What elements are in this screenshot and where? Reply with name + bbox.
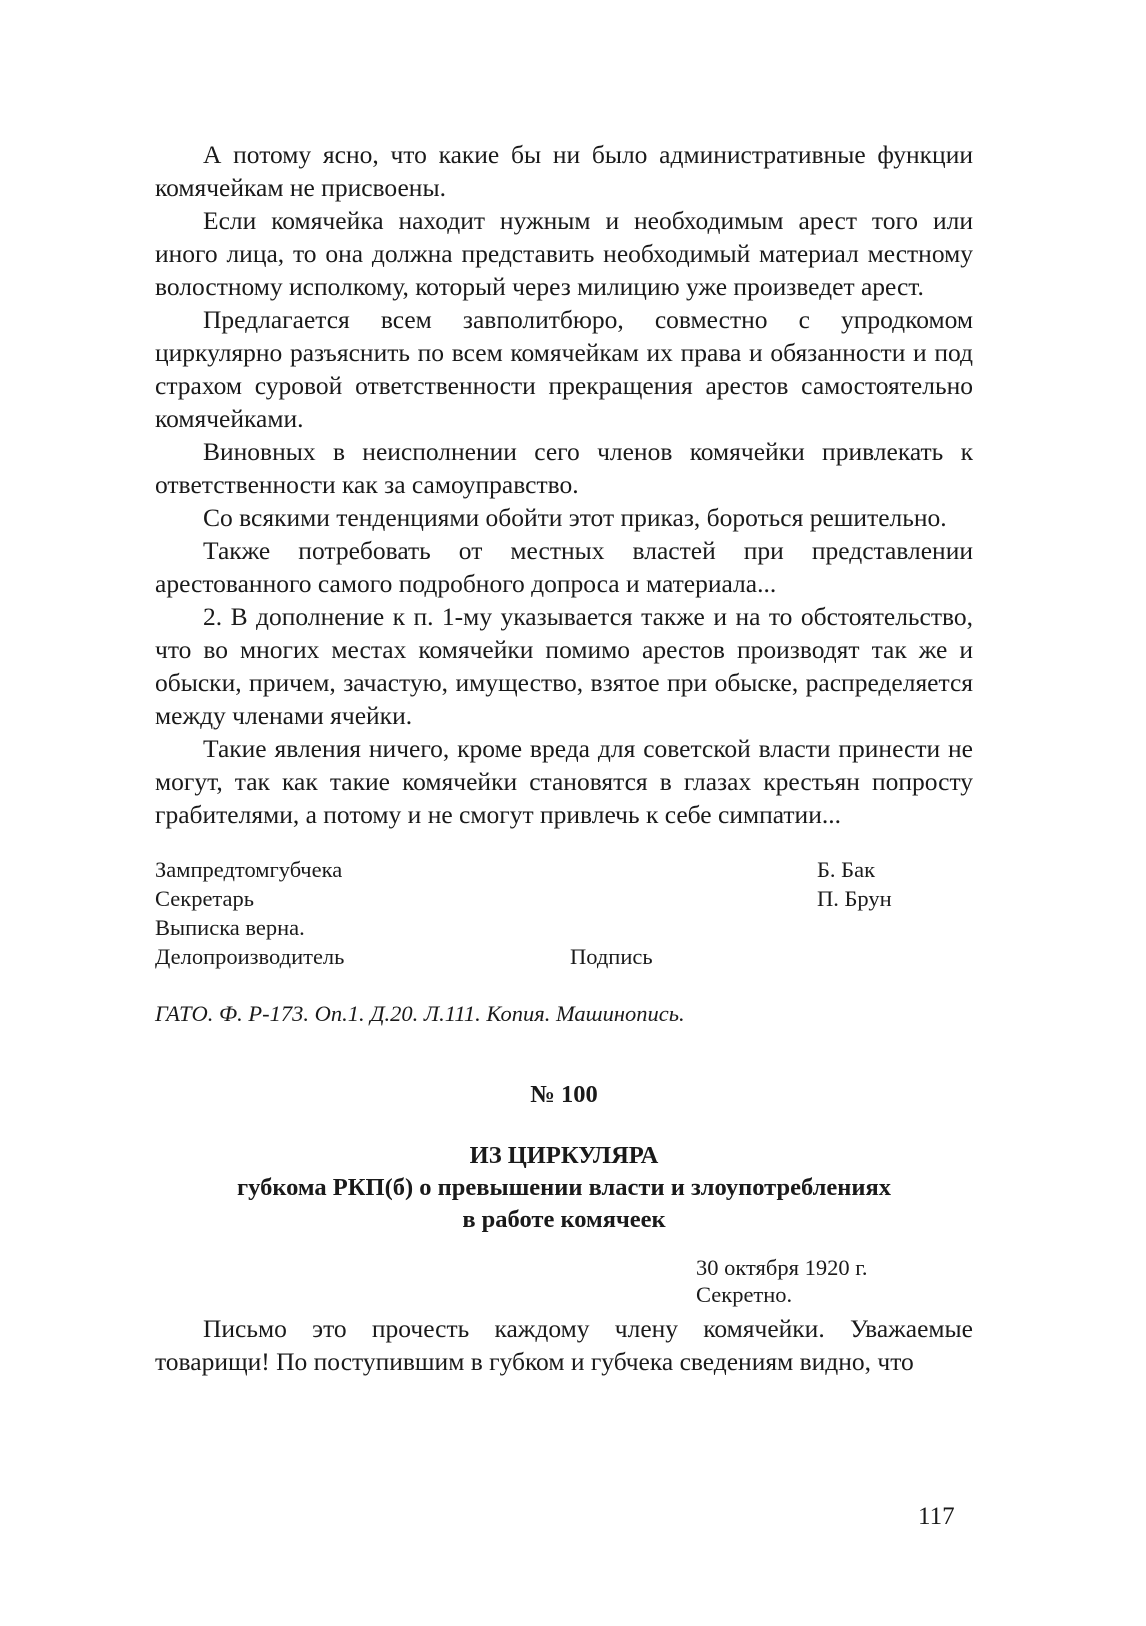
paragraph: Также потребовать от местных властей при представлении арестованного самого подробного допроса и материала... <box>155 536 973 598</box>
document-subtitle: губкома РКП(б) о превышении власти и злоупотреблениях <box>237 1174 891 1201</box>
signature-block <box>155 855 973 971</box>
signature-row <box>155 884 973 913</box>
signature-row <box>155 942 973 971</box>
signer-role: Делопроизводитель <box>155 944 345 969</box>
signature-label: Подпись <box>570 944 653 969</box>
page-number: 117 <box>918 1503 955 1530</box>
signer-name: Б. Бак <box>817 857 876 882</box>
classification-mark: Секретно. <box>696 1282 793 1307</box>
verification-note: Выписка верна. <box>155 915 305 940</box>
signature-row <box>155 855 973 884</box>
signer-role: Секретарь <box>155 886 255 911</box>
document-subtitle: в работе комячеек <box>462 1206 666 1233</box>
paragraph: Письмо это прочесть каждому члену комячейки. Уважаемые товарищи! По поступившим в губком и губчека сведениям видно, что <box>155 1314 973 1376</box>
document-number: № 100 <box>530 1081 598 1108</box>
archive-reference: ГАТО. Ф. Р-173. Оп.1. Д.20. Л.111. Копия. Машинопись. <box>155 1001 685 1026</box>
paragraph: Предлагается всем завполитбюро, совместно с упродкомом циркулярно разъяснить по всем комячейкам их права и обязанности и под страхом суровой ответственности прекращения арестов самостоятельно комячейками. <box>155 305 973 433</box>
signature-row <box>155 913 973 942</box>
previous-document-body <box>155 138 973 831</box>
paragraph: Со всякими тенденциями обойти этот приказ, бороться решительно. <box>203 503 947 532</box>
paragraph: Виновных в неисполнении сего членов комячейки привлекать к ответственности как за самоуправство. <box>155 437 973 499</box>
page-content <box>155 138 973 1378</box>
signer-name: П. Брун <box>817 886 892 911</box>
date-block <box>696 1254 973 1308</box>
paragraph: Если комячейка находит нужным и необходимым арест того или иного лица, то она должна представить необходимый материал местному волостному исполкому, который через милицию уже произведет арест. <box>155 206 973 301</box>
document-date: 30 октября 1920 г. <box>696 1255 868 1280</box>
signer-role: Зампредтомгубчека <box>155 857 343 882</box>
paragraph: А потому ясно, что какие бы ни было административные функции комячейкам не присвоены. <box>155 140 973 202</box>
paragraph: Такие явления ничего, кроме вреда для советской власти принести не могут, так как такие комячейки становятся в глазах крестьян попросту грабителями, а потому и не смогут привлечь к себе симпатии... <box>155 734 973 829</box>
document-body <box>155 1312 973 1378</box>
paragraph: 2. В дополнение к п. 1-му указывается также и на то обстоятельство, что во многих местах комячейки помимо арестов производят так же и обыски, причем, зачастую, имущество, взятое при обыске, распределяется между членами ячейки. <box>155 602 973 730</box>
document-title: ИЗ ЦИРКУЛЯРА <box>469 1142 659 1169</box>
